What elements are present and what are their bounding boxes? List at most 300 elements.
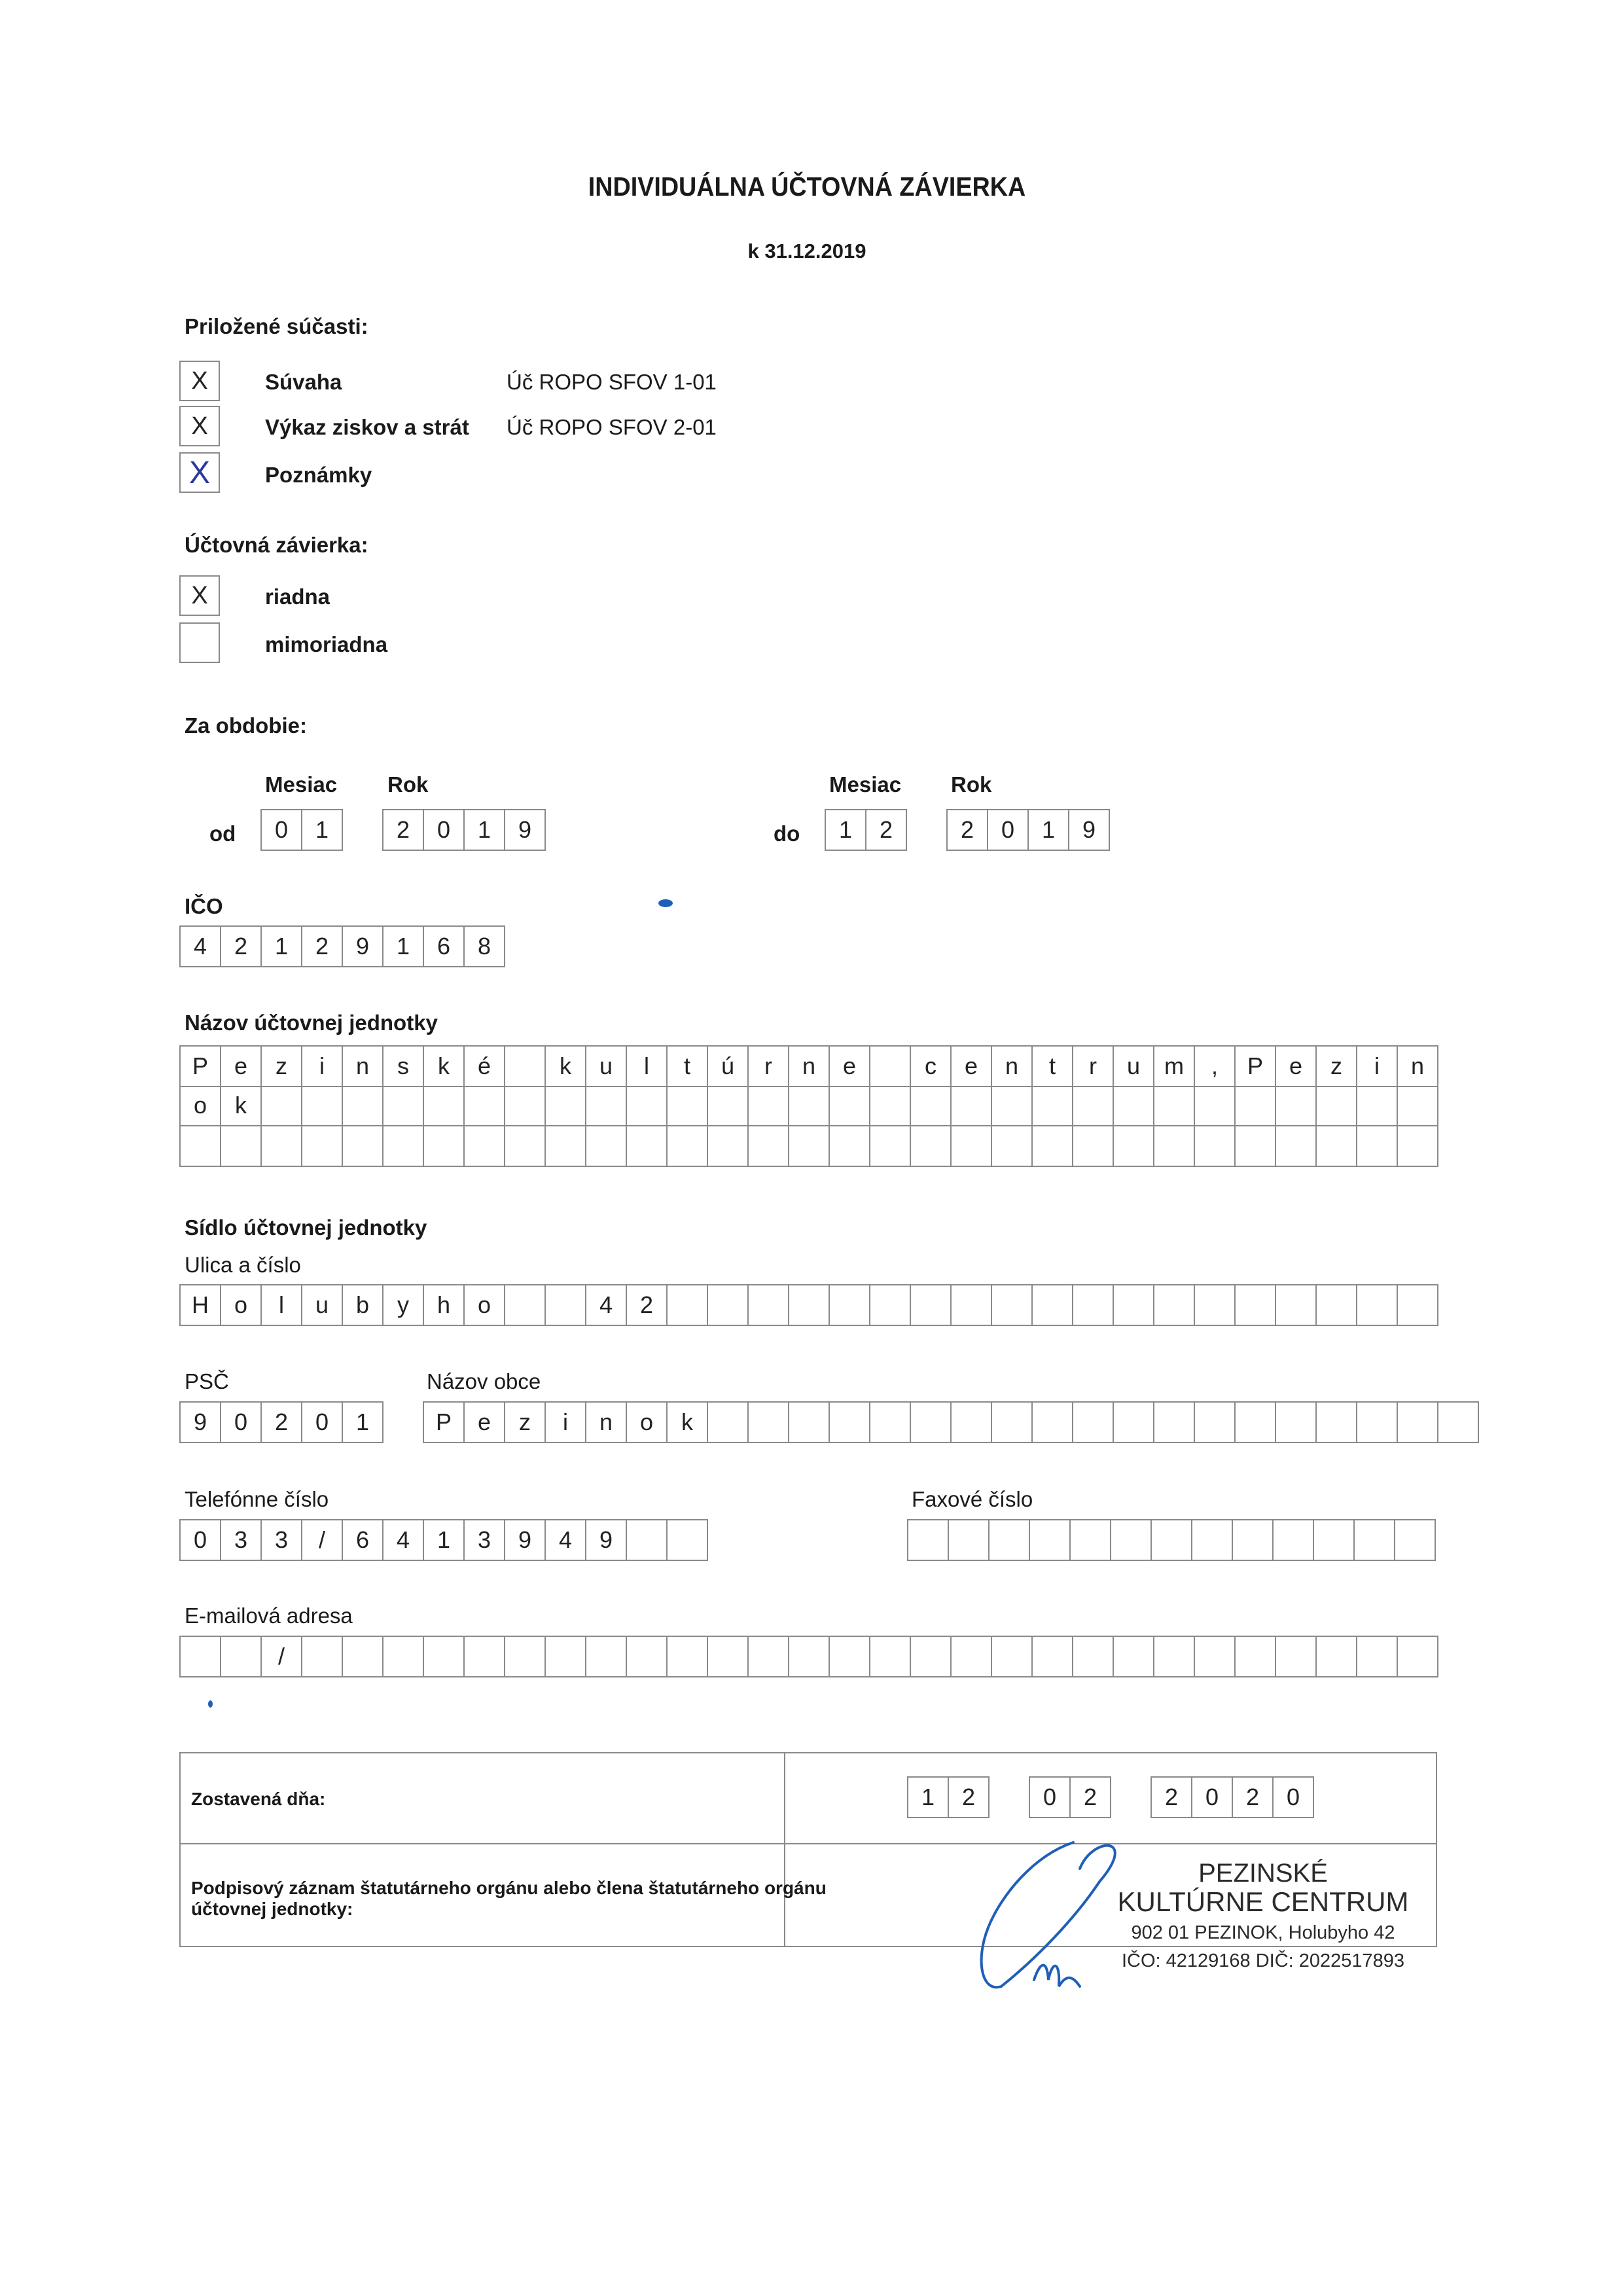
- char-cell: [302, 1086, 343, 1126]
- statement-type-heading: Účtovná závierka:: [185, 533, 368, 557]
- char-cell: [302, 1126, 343, 1167]
- char-cell: h: [424, 1285, 465, 1326]
- checkbox-poznamky[interactable]: X: [179, 452, 220, 493]
- char-cell: [911, 1126, 952, 1167]
- char-cell: 2: [262, 1403, 302, 1443]
- char-cell: e: [1276, 1047, 1317, 1087]
- char-cell: é: [465, 1047, 505, 1087]
- char-cell: [1033, 1285, 1073, 1326]
- char-cell: e: [465, 1403, 505, 1443]
- footer-divider: [181, 1843, 1436, 1844]
- char-cell: [1236, 1126, 1276, 1167]
- char-cell: 4: [546, 1520, 586, 1561]
- char-cell: [1276, 1403, 1317, 1443]
- street-label: Ulica a číslo: [185, 1253, 301, 1277]
- char-cell: [465, 1637, 505, 1677]
- char-cell: [870, 1047, 911, 1087]
- ink-speck: [208, 1700, 213, 1708]
- fax-field[interactable]: [907, 1519, 1436, 1561]
- char-cell: [1438, 1403, 1479, 1443]
- from-year-digit: 9: [505, 810, 546, 851]
- char-cell: m: [1154, 1047, 1195, 1087]
- from-month-label: Mesiac: [265, 772, 338, 797]
- char-cell: [870, 1126, 911, 1167]
- checkbox-suvaha[interactable]: X: [179, 361, 220, 401]
- char-cell: [952, 1126, 992, 1167]
- char-cell: [221, 1126, 262, 1167]
- char-cell: ú: [708, 1047, 749, 1087]
- char-cell: n: [1398, 1047, 1438, 1087]
- label-riadna: riadna: [265, 584, 330, 609]
- street-field[interactable]: [179, 1284, 1438, 1326]
- char-cell: [789, 1086, 830, 1126]
- char-cell: [181, 1126, 221, 1167]
- address-heading: Sídlo účtovnej jednotky: [185, 1215, 427, 1240]
- char-cell: [1195, 1403, 1236, 1443]
- char-cell: P: [181, 1047, 221, 1087]
- char-cell: k: [424, 1047, 465, 1087]
- char-cell: [990, 1520, 1030, 1561]
- from-year-field[interactable]: [382, 809, 546, 851]
- char-cell: [1236, 1285, 1276, 1326]
- name-row-2[interactable]: [179, 1086, 1438, 1126]
- compiled-year-field[interactable]: [1150, 1776, 1314, 1818]
- char-cell: i: [1357, 1047, 1398, 1087]
- char-cell: [1276, 1637, 1317, 1677]
- char-cell: [1355, 1520, 1395, 1561]
- char-cell: [668, 1637, 708, 1677]
- char-cell: [546, 1126, 586, 1167]
- code-vykaz: Úč ROPO SFOV 2-01: [507, 415, 717, 439]
- char-cell: k: [546, 1047, 586, 1087]
- psc-label: PSČ: [185, 1369, 229, 1393]
- char-cell: [749, 1637, 789, 1677]
- char-cell: r: [1073, 1047, 1114, 1087]
- from-year-label: Rok: [387, 772, 429, 797]
- from-month-digit: 1: [302, 810, 343, 851]
- checkbox-vykaz[interactable]: X: [179, 406, 220, 446]
- char-cell: [1398, 1126, 1438, 1167]
- char-cell: n: [789, 1047, 830, 1087]
- char-cell: [708, 1285, 749, 1326]
- char-cell: [830, 1086, 870, 1126]
- char-cell: [1195, 1086, 1236, 1126]
- char-cell: [627, 1126, 668, 1167]
- char-cell: 4: [181, 927, 221, 967]
- char-cell: 1: [908, 1778, 949, 1818]
- char-cell: [1276, 1285, 1317, 1326]
- char-cell: [1317, 1086, 1357, 1126]
- char-cell: l: [627, 1047, 668, 1087]
- char-cell: [1114, 1403, 1154, 1443]
- char-cell: [911, 1637, 952, 1677]
- from-month-digit: 0: [262, 810, 302, 851]
- char-cell: 3: [221, 1520, 262, 1561]
- from-year-digit: 0: [424, 810, 465, 851]
- char-cell: [1398, 1285, 1438, 1326]
- char-cell: [424, 1637, 465, 1677]
- char-cell: [1274, 1520, 1314, 1561]
- char-cell: n: [343, 1047, 383, 1087]
- char-cell: [383, 1637, 424, 1677]
- char-cell: 2: [221, 927, 262, 967]
- to-year-label: Rok: [951, 772, 992, 797]
- char-cell: [465, 1126, 505, 1167]
- char-cell: n: [992, 1047, 1033, 1087]
- name-label: Názov účtovnej jednotky: [185, 1011, 438, 1035]
- char-cell: l: [262, 1285, 302, 1326]
- stamp-line-1: PEZINSKÉ: [1198, 1859, 1328, 1888]
- char-cell: [343, 1637, 383, 1677]
- char-cell: [627, 1520, 668, 1561]
- char-cell: [505, 1086, 546, 1126]
- char-cell: [911, 1086, 952, 1126]
- char-cell: [505, 1047, 546, 1087]
- char-cell: 4: [383, 1520, 424, 1561]
- char-cell: [1395, 1520, 1436, 1561]
- to-year-digit: 0: [988, 810, 1029, 851]
- char-cell: [830, 1285, 870, 1326]
- char-cell: o: [465, 1285, 505, 1326]
- char-cell: [789, 1637, 830, 1677]
- char-cell: [181, 1637, 221, 1677]
- signature-label-line-2: účtovnej jednotky:: [191, 1899, 353, 1919]
- to-label: do: [774, 821, 800, 846]
- char-cell: [586, 1126, 627, 1167]
- char-cell: 2: [1233, 1778, 1274, 1818]
- char-cell: [830, 1637, 870, 1677]
- to-year-field[interactable]: [946, 809, 1110, 851]
- label-vykaz: Výkaz ziskov a strát: [265, 415, 469, 439]
- char-cell: [546, 1285, 586, 1326]
- char-cell: k: [668, 1403, 708, 1443]
- char-cell: [870, 1285, 911, 1326]
- char-cell: [830, 1126, 870, 1167]
- char-cell: 0: [1030, 1778, 1071, 1818]
- char-cell: [1357, 1285, 1398, 1326]
- char-cell: [1114, 1126, 1154, 1167]
- char-cell: [1314, 1520, 1355, 1561]
- char-cell: 0: [221, 1403, 262, 1443]
- char-cell: [992, 1285, 1033, 1326]
- char-cell: /: [302, 1520, 343, 1561]
- char-cell: b: [343, 1285, 383, 1326]
- char-cell: [343, 1126, 383, 1167]
- char-cell: [668, 1520, 708, 1561]
- char-cell: [586, 1637, 627, 1677]
- char-cell: [1114, 1637, 1154, 1677]
- char-cell: [668, 1126, 708, 1167]
- phone-field[interactable]: [179, 1519, 708, 1561]
- stamp-line-4: IČO: 42129168 DIČ: 2022517893: [1121, 1950, 1405, 1971]
- char-cell: [992, 1403, 1033, 1443]
- char-cell: [1317, 1637, 1357, 1677]
- char-cell: u: [1114, 1047, 1154, 1087]
- char-cell: [221, 1637, 262, 1677]
- char-cell: [1398, 1403, 1438, 1443]
- char-cell: [952, 1285, 992, 1326]
- char-cell: 2: [1071, 1778, 1111, 1818]
- char-cell: ,: [1195, 1047, 1236, 1087]
- char-cell: [1154, 1637, 1195, 1677]
- char-cell: [708, 1126, 749, 1167]
- to-month-field[interactable]: [825, 809, 907, 851]
- code-suvaha: Úč ROPO SFOV 1-01: [507, 370, 717, 394]
- char-cell: [1276, 1086, 1317, 1126]
- char-cell: 3: [465, 1520, 505, 1561]
- char-cell: 1: [424, 1520, 465, 1561]
- char-cell: 8: [465, 927, 505, 967]
- char-cell: [1195, 1637, 1236, 1677]
- document-title: INDIVIDUÁLNA ÚČTOVNÁ ZÁVIERKA: [588, 171, 1026, 202]
- char-cell: o: [627, 1403, 668, 1443]
- from-year-digit: 1: [465, 810, 505, 851]
- char-cell: [627, 1637, 668, 1677]
- char-cell: [1073, 1285, 1114, 1326]
- char-cell: [749, 1403, 789, 1443]
- char-cell: e: [952, 1047, 992, 1087]
- char-cell: [1111, 1520, 1152, 1561]
- char-cell: [1195, 1126, 1236, 1167]
- char-cell: 1: [343, 1403, 383, 1443]
- char-cell: [1030, 1520, 1071, 1561]
- char-cell: z: [505, 1403, 546, 1443]
- compiled-label: Zostavená dňa:: [191, 1789, 326, 1809]
- compiled-day-field[interactable]: [907, 1776, 990, 1818]
- char-cell: [262, 1086, 302, 1126]
- char-cell: o: [181, 1086, 221, 1126]
- char-cell: [952, 1086, 992, 1126]
- char-cell: [911, 1285, 952, 1326]
- char-cell: [1236, 1403, 1276, 1443]
- ink-speck: [658, 899, 673, 907]
- char-cell: [789, 1126, 830, 1167]
- char-cell: k: [221, 1086, 262, 1126]
- char-cell: 6: [343, 1520, 383, 1561]
- char-cell: [870, 1086, 911, 1126]
- fax-label: Faxové číslo: [912, 1487, 1033, 1511]
- char-cell: /: [262, 1637, 302, 1677]
- char-cell: [749, 1086, 789, 1126]
- to-month-digit: 2: [866, 810, 907, 851]
- char-cell: 9: [505, 1520, 546, 1561]
- char-cell: [383, 1126, 424, 1167]
- char-cell: i: [546, 1403, 586, 1443]
- from-label: od: [209, 821, 236, 846]
- char-cell: e: [221, 1047, 262, 1087]
- char-cell: [465, 1086, 505, 1126]
- char-cell: [1073, 1086, 1114, 1126]
- ico-label: IČO: [185, 894, 223, 918]
- checkbox-mimoriadna[interactable]: [179, 622, 220, 663]
- char-cell: [1033, 1403, 1073, 1443]
- handwritten-signature: [975, 1829, 1145, 1993]
- to-month-label: Mesiac: [829, 772, 902, 797]
- char-cell: y: [383, 1285, 424, 1326]
- char-cell: [1154, 1086, 1195, 1126]
- char-cell: [708, 1403, 749, 1443]
- char-cell: [1236, 1086, 1276, 1126]
- email-label: E-mailová adresa: [185, 1604, 353, 1628]
- char-cell: [627, 1086, 668, 1126]
- char-cell: 0: [1274, 1778, 1314, 1818]
- char-cell: 2: [627, 1285, 668, 1326]
- char-cell: z: [262, 1047, 302, 1087]
- city-label: Názov obce: [427, 1369, 541, 1393]
- char-cell: [424, 1126, 465, 1167]
- char-cell: [1033, 1637, 1073, 1677]
- char-cell: n: [586, 1403, 627, 1443]
- char-cell: s: [383, 1047, 424, 1087]
- char-cell: t: [668, 1047, 708, 1087]
- char-cell: [343, 1086, 383, 1126]
- char-cell: 2: [302, 927, 343, 967]
- char-cell: [383, 1086, 424, 1126]
- char-cell: H: [181, 1285, 221, 1326]
- char-cell: [1033, 1086, 1073, 1126]
- char-cell: u: [586, 1047, 627, 1087]
- char-cell: r: [749, 1047, 789, 1087]
- char-cell: P: [424, 1403, 465, 1443]
- to-year-digit: 9: [1069, 810, 1110, 851]
- psc-field[interactable]: [179, 1401, 383, 1443]
- char-cell: [1154, 1403, 1195, 1443]
- char-cell: [586, 1086, 627, 1126]
- from-month-field[interactable]: [260, 809, 343, 851]
- char-cell: 1: [383, 927, 424, 967]
- char-cell: [1073, 1126, 1114, 1167]
- char-cell: t: [1033, 1047, 1073, 1087]
- city-field[interactable]: [423, 1401, 1479, 1443]
- char-cell: [1276, 1126, 1317, 1167]
- char-cell: [992, 1086, 1033, 1126]
- compiled-month-field[interactable]: [1029, 1776, 1111, 1818]
- name-row-1[interactable]: [179, 1045, 1438, 1087]
- label-suvaha: Súvaha: [265, 370, 342, 394]
- char-cell: [911, 1403, 952, 1443]
- char-cell: z: [1317, 1047, 1357, 1087]
- char-cell: 6: [424, 927, 465, 967]
- char-cell: [1073, 1637, 1114, 1677]
- period-heading: Za obdobie:: [185, 713, 307, 738]
- char-cell: o: [221, 1285, 262, 1326]
- char-cell: [870, 1637, 911, 1677]
- char-cell: [749, 1285, 789, 1326]
- balance-date: k 31.12.2019: [747, 240, 866, 262]
- char-cell: [789, 1285, 830, 1326]
- char-cell: [1152, 1520, 1192, 1561]
- char-cell: [668, 1086, 708, 1126]
- char-cell: [1317, 1403, 1357, 1443]
- char-cell: u: [302, 1285, 343, 1326]
- char-cell: [1317, 1285, 1357, 1326]
- char-cell: [302, 1637, 343, 1677]
- char-cell: [1192, 1520, 1233, 1561]
- char-cell: [1114, 1086, 1154, 1126]
- char-cell: [949, 1520, 990, 1561]
- char-cell: [1398, 1086, 1438, 1126]
- char-cell: 3: [262, 1520, 302, 1561]
- char-cell: 9: [181, 1403, 221, 1443]
- char-cell: [992, 1637, 1033, 1677]
- char-cell: [1317, 1126, 1357, 1167]
- char-cell: [1236, 1637, 1276, 1677]
- char-cell: P: [1236, 1047, 1276, 1087]
- char-cell: [546, 1637, 586, 1677]
- label-mimoriadna: mimoriadna: [265, 632, 388, 656]
- to-month-digit: 1: [826, 810, 866, 851]
- char-cell: 9: [586, 1520, 627, 1561]
- char-cell: [789, 1403, 830, 1443]
- char-cell: [708, 1637, 749, 1677]
- char-cell: 2: [949, 1778, 990, 1818]
- char-cell: [952, 1637, 992, 1677]
- char-cell: [1073, 1403, 1114, 1443]
- stamp-line-3: 902 01 PEZINOK, Holubyho 42: [1131, 1922, 1395, 1943]
- email-field[interactable]: [179, 1636, 1438, 1677]
- char-cell: 4: [586, 1285, 627, 1326]
- char-cell: [668, 1285, 708, 1326]
- char-cell: 0: [1192, 1778, 1233, 1818]
- char-cell: [505, 1285, 546, 1326]
- char-cell: 0: [181, 1520, 221, 1561]
- char-cell: i: [302, 1047, 343, 1087]
- char-cell: [1357, 1086, 1398, 1126]
- label-poznamky: Poznámky: [265, 463, 372, 487]
- char-cell: [1114, 1285, 1154, 1326]
- char-cell: [908, 1520, 949, 1561]
- attachments-heading: Priložené súčasti:: [185, 314, 368, 338]
- phone-label: Telefónne číslo: [185, 1487, 329, 1511]
- char-cell: [1233, 1520, 1274, 1561]
- ico-field[interactable]: [179, 925, 505, 967]
- name-row-3[interactable]: [179, 1126, 1438, 1167]
- char-cell: 1: [262, 927, 302, 967]
- char-cell: [1398, 1637, 1438, 1677]
- char-cell: [505, 1637, 546, 1677]
- char-cell: [1154, 1126, 1195, 1167]
- char-cell: [546, 1086, 586, 1126]
- char-cell: [1357, 1126, 1398, 1167]
- stamp-line-2: KULTÚRNE CENTRUM: [1117, 1886, 1409, 1917]
- char-cell: [262, 1126, 302, 1167]
- char-cell: 2: [1152, 1778, 1192, 1818]
- char-cell: [1033, 1126, 1073, 1167]
- char-cell: 9: [343, 927, 383, 967]
- char-cell: [1154, 1285, 1195, 1326]
- char-cell: [870, 1403, 911, 1443]
- checkbox-riadna[interactable]: X: [179, 575, 220, 616]
- signature-label-line-1: Podpisový záznam štatutárneho orgánu alebo člena štatutárneho orgánu: [191, 1878, 827, 1898]
- char-cell: [1357, 1637, 1398, 1677]
- char-cell: 0: [302, 1403, 343, 1443]
- char-cell: [1357, 1403, 1398, 1443]
- char-cell: [952, 1403, 992, 1443]
- from-year-digit: 2: [383, 810, 424, 851]
- to-year-digit: 2: [948, 810, 988, 851]
- char-cell: [992, 1126, 1033, 1167]
- signature-label: [191, 1878, 827, 1920]
- to-year-digit: 1: [1029, 810, 1069, 851]
- char-cell: [424, 1086, 465, 1126]
- char-cell: [505, 1126, 546, 1167]
- char-cell: [708, 1086, 749, 1126]
- char-cell: [1195, 1285, 1236, 1326]
- char-cell: e: [830, 1047, 870, 1087]
- char-cell: [1071, 1520, 1111, 1561]
- char-cell: [749, 1126, 789, 1167]
- char-cell: c: [911, 1047, 952, 1087]
